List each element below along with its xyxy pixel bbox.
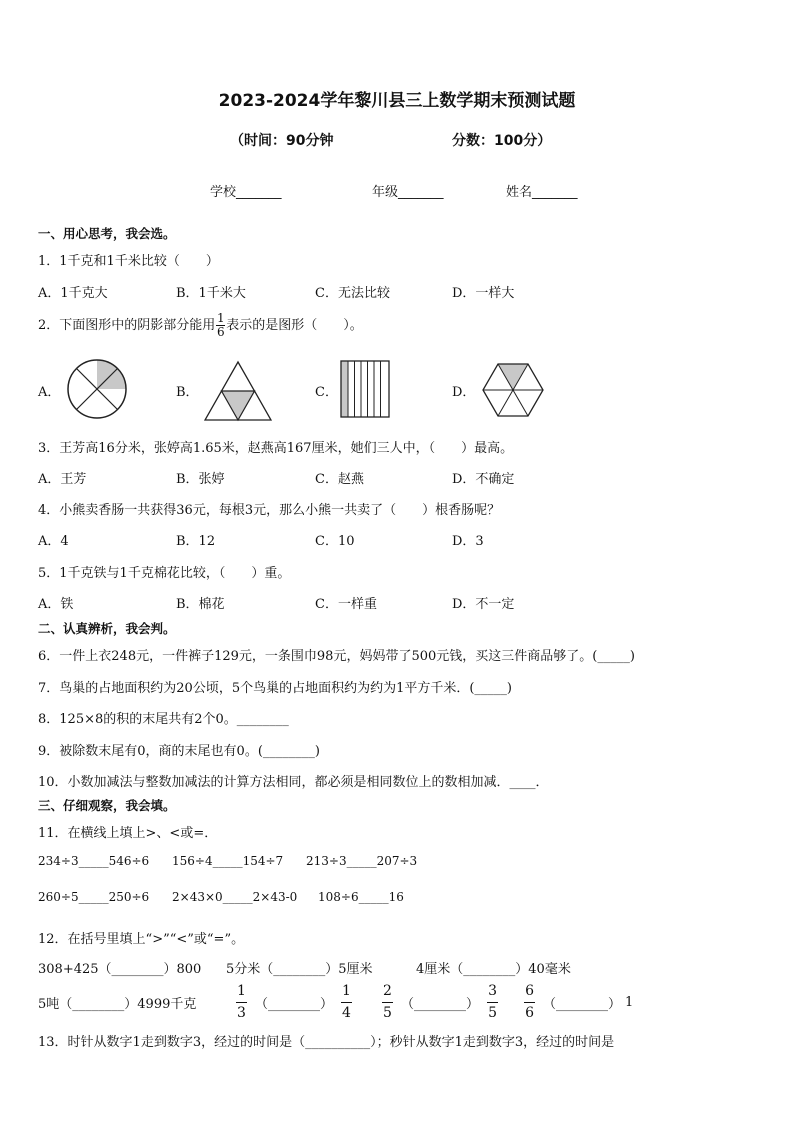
q2-option-c-label: C． bbox=[315, 385, 338, 400]
answer-blank: （________） bbox=[543, 996, 622, 1012]
triangle-figure bbox=[204, 360, 272, 422]
q4-option-a: A．4 bbox=[38, 534, 69, 549]
question-11: 11．在横线上填上>、<或=． bbox=[38, 826, 218, 841]
question-6: 6．一件上衣248元，一件裤子129元，一条围巾98元，妈妈带了500元钱，买这三件商品够了。(_____) bbox=[38, 649, 635, 664]
q5-option-a: A．铁 bbox=[38, 597, 74, 612]
question-2 bbox=[38, 312, 363, 339]
q12-item: 5分米（________）5厘米 bbox=[226, 962, 373, 977]
school-field: 学校_______ bbox=[210, 185, 282, 200]
grade-field: 年级_______ bbox=[372, 185, 444, 200]
q12-item: 4厘米（________）40毫米 bbox=[416, 962, 571, 977]
compare-value: 1 bbox=[625, 994, 634, 1010]
exam-score: 分数：100分） bbox=[452, 133, 552, 149]
fraction-one-sixth bbox=[216, 312, 225, 339]
q1-option-c: C．无法比较 bbox=[315, 286, 390, 301]
q2-option-a-label: A． bbox=[38, 385, 61, 400]
q4-option-c: C．10 bbox=[315, 534, 355, 549]
q5-option-c: C．一样重 bbox=[315, 597, 377, 612]
q2-option-b-label: B． bbox=[176, 385, 199, 400]
q5-option-d: D．不一定 bbox=[452, 597, 515, 612]
fraction: 3 5 bbox=[488, 982, 497, 1021]
q4-option-d: D．3 bbox=[452, 534, 484, 549]
q2-text-post: 表示的是图形（ ）。 bbox=[226, 318, 363, 333]
q11-item: 260÷5_____250÷6 bbox=[38, 890, 150, 904]
name-field: 姓名_______ bbox=[506, 185, 578, 200]
q1-option-d: D．一样大 bbox=[452, 286, 515, 301]
question-12: 12．在括号里填上“>”“<”或“=”。 bbox=[38, 932, 245, 947]
fraction-denominator: 6 bbox=[216, 325, 225, 339]
fraction: 1 4 bbox=[342, 982, 351, 1021]
question-9: 9．被除数末尾有0，商的末尾也有0。(________) bbox=[38, 744, 320, 759]
fraction: 2 5 bbox=[383, 982, 392, 1021]
question-10: 10．小数加减法与整数加减法的计算方法相同，都必须是相同数位上的数相加减．____． bbox=[38, 775, 549, 790]
q3-option-a: A．王芳 bbox=[38, 472, 87, 487]
section-heading: 三、仔细观察，我会填。 bbox=[38, 798, 176, 813]
page-title: 2023-2024学年黎川县三上数学期末预测试题 bbox=[218, 91, 576, 111]
q1-option-a: A．1千克大 bbox=[38, 286, 108, 301]
question-1: 1．1千克和1千米比较（ ） bbox=[38, 254, 219, 269]
answer-blank: （________） bbox=[401, 996, 480, 1012]
question-13: 13．时针从数字1走到数字3，经过的时间是（__________）；秒针从数字1走到数字3，经过的时间是 bbox=[38, 1035, 615, 1050]
section-heading: 一、用心思考，我会选。 bbox=[38, 226, 176, 241]
q12-item: 308+425（________）800 bbox=[38, 962, 202, 977]
section-heading: 二、认真辨析，我会判。 bbox=[38, 621, 176, 636]
shaded-sector bbox=[498, 364, 528, 390]
q3-option-c: C．赵燕 bbox=[315, 472, 364, 487]
question-7: 7．鸟巢的占地面积约为20公顷，5个鸟巢的占地面积约为约为1平方千米．(_____) bbox=[38, 681, 512, 696]
q5-option-b: B．棉花 bbox=[176, 597, 225, 612]
question-4: 4．小熊卖香肠一共获得36元，每根3元，那么小熊一共卖了（ ）根香肠呢？ bbox=[38, 503, 501, 518]
shaded-triangle bbox=[222, 391, 255, 420]
circle-quarter-figure bbox=[66, 358, 128, 420]
q12-fraction-row bbox=[236, 982, 633, 1022]
q11-item: 156÷4_____154÷7 bbox=[172, 854, 284, 868]
q11-item: 213÷3_____207÷3 bbox=[306, 854, 418, 868]
q11-item: 108÷6_____16 bbox=[318, 890, 404, 904]
q3-option-b: B．张婷 bbox=[176, 472, 225, 487]
exam-time: （时间：90分钟 bbox=[230, 133, 334, 149]
fraction-numerator: 1 bbox=[216, 311, 225, 325]
q3-option-d: D．不确定 bbox=[452, 472, 515, 487]
answer-blank: （________） bbox=[255, 996, 334, 1012]
question-5: 5．1千克铁与1千克棉花比较，（ ）重。 bbox=[38, 566, 291, 581]
question-3: 3．王芳高16分米，张婷高1.65米，赵燕高167厘米，她们三人中，（ ）最高。 bbox=[38, 441, 514, 456]
q2-option-d-label: D． bbox=[452, 385, 476, 400]
hexagon-figure bbox=[478, 360, 548, 420]
q4-option-b: B．12 bbox=[176, 534, 216, 549]
fraction: 1 3 bbox=[237, 982, 246, 1021]
q2-text-pre: 2．下面图形中的阴影部分能用 bbox=[38, 318, 216, 333]
q11-item: 234÷3_____546÷6 bbox=[38, 854, 150, 868]
fraction: 6 6 bbox=[525, 982, 534, 1021]
q12-item: 5吨（________）4999千克 bbox=[38, 997, 197, 1012]
q11-item: 2×43×0_____2×43-0 bbox=[172, 890, 298, 904]
question-8: 8．125×8的积的末尾共有2个0。________ bbox=[38, 712, 289, 727]
shaded-strip bbox=[341, 361, 348, 417]
rectangle-strips-figure bbox=[340, 360, 390, 418]
q1-option-b: B．1千米大 bbox=[176, 286, 246, 301]
